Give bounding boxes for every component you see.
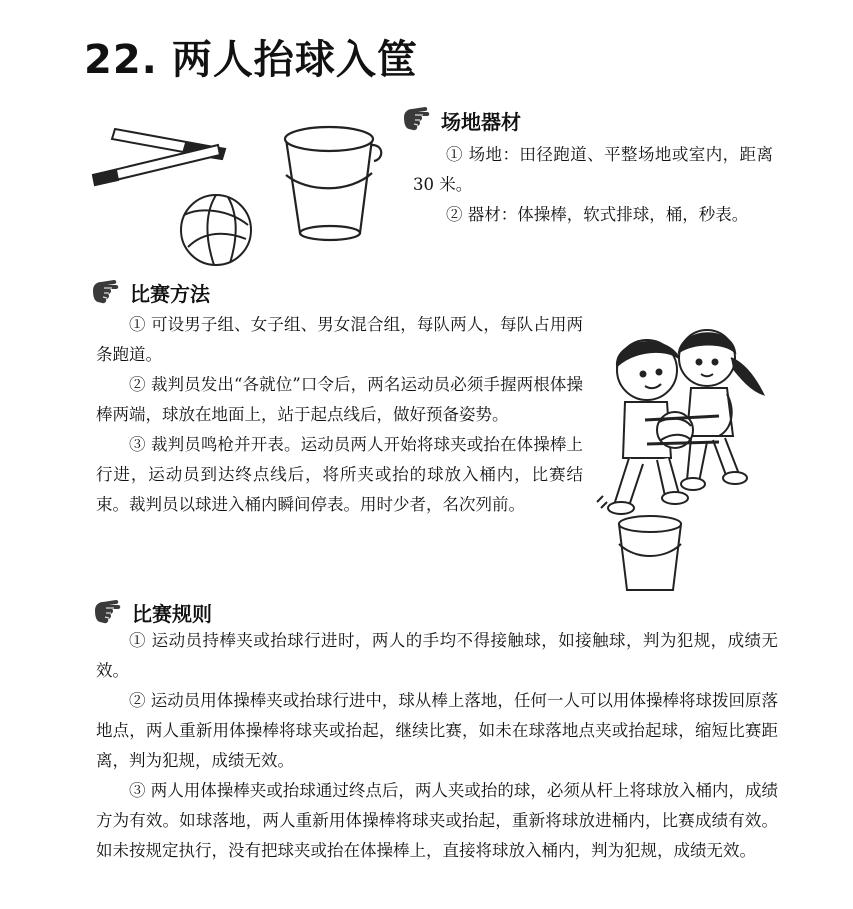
rules-text (96, 626, 778, 866)
equipment-heading: 场地器材 (441, 110, 521, 134)
equipment-illustration (88, 115, 388, 275)
title-text: 两人抬球入筐 (171, 37, 418, 83)
rules-item: ① 运动员持棒夹或抬球行进时，两人的手均不得接触球，如接触球，判为犯规，成绩无效。 (96, 631, 778, 680)
volleyball-icon (181, 195, 251, 265)
pointing-hand-icon (92, 595, 124, 627)
method-item: ③ 裁判员鸣枪并开表。运动员两人开始将球夹或抬在体操棒上行进，运动员到达终点线后，将所夹或抬的球放入桶内，比赛结束。裁判员以球进入桶内瞬间停表。用时少者，名次列前。 (96, 435, 583, 514)
method-item: ② 裁判员发出“各就位”口令后，两名运动员必须手握两根体操棒两端，球放在地面上，站于起点线后，做好预备姿势。 (96, 375, 583, 424)
method-item: ① 可设男子组、女子组、男女混合组，每队两人，每队占用两条跑道。 (96, 315, 583, 364)
page-title (84, 28, 418, 85)
method-text (96, 310, 583, 520)
rules-item: ③ 两人用体操棒夹或抬球通过终点后，两人夹或抬的球，必须从杆上将球放入桶内，成绩方为有效。如球落地，两人重新用体操棒将球夹或抬起，重新将球放进桶内，比赛成绩有效。如未按规定执行，没有把球夹或抬在体操棒上，直接将球放入桶内，判为犯规，成绩无效。 (96, 781, 778, 860)
rules-item: ② 运动员用体操棒夹或抬球行进中，球从棒上落地，任何一人可以用体操棒将球拨回原落地点，两人重新用体操棒将球夹或抬起，继续比赛，如未在球落地点夹或抬起球，缩短比赛距离，判为犯规，成绩无效。 (96, 691, 778, 770)
equipment-item: ① 场地：田径跑道、平整场地或室内，距离 30 米。 (413, 145, 773, 194)
equipment-text (413, 140, 773, 230)
method-heading: 比赛方法 (130, 282, 210, 306)
equipment-item: ② 器材：体操棒，软式排球，桶，秒表。 (446, 205, 749, 224)
children-carrying-ball-illustration (595, 318, 785, 598)
rules-heading: 比赛规则 (132, 602, 212, 626)
title-number: 22. (84, 37, 158, 83)
pointing-hand-icon (401, 102, 433, 134)
pointing-hand-icon (90, 275, 122, 307)
gym-stick-icon (93, 129, 225, 185)
bucket-icon (285, 127, 381, 240)
